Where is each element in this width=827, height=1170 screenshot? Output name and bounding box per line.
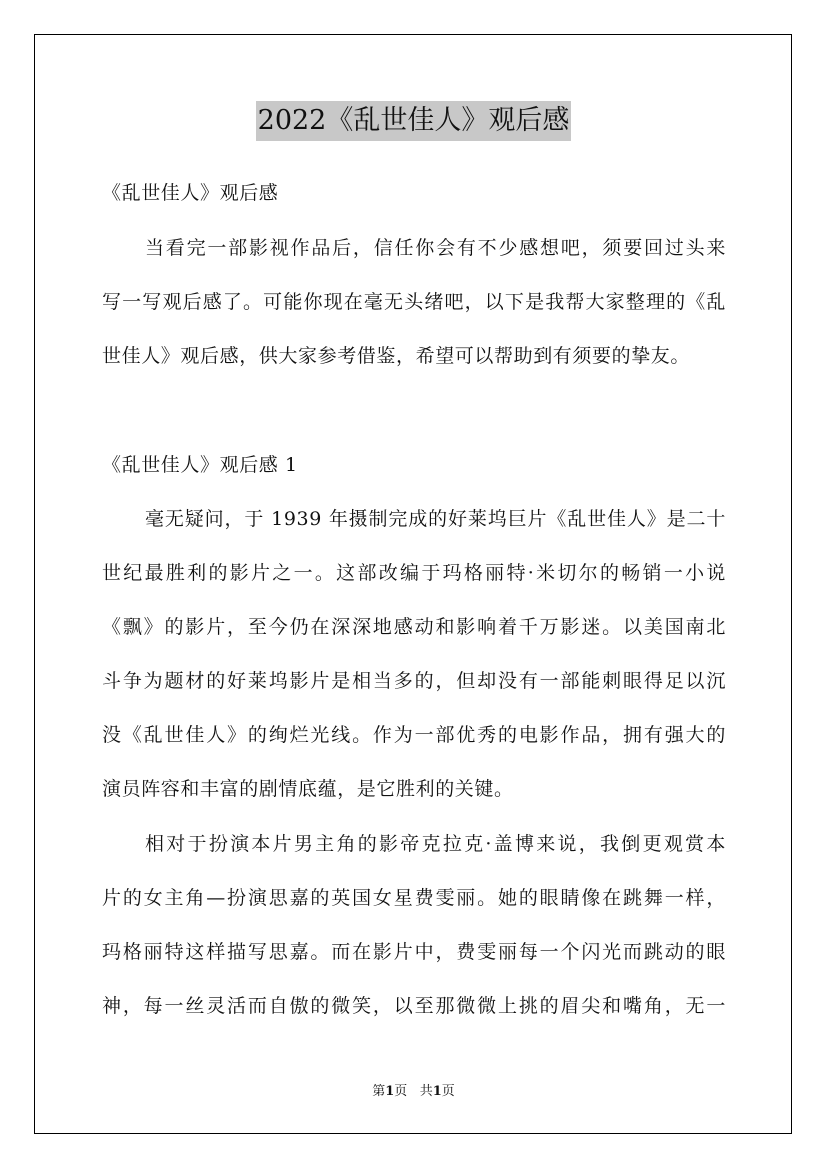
- intro-line-3: 世佳人》观后感，供大家参考借鉴，希望可以帮助到有须要的挚友。: [102, 345, 691, 367]
- para1-line-2: 世纪最胜利的影片之一。这部改编于玛格丽特·米切尔的畅销一小说: [102, 562, 726, 584]
- para1-line-3: 《飘》的影片，至今仍在深深地感动和影响着千万影迷。以美国南北: [102, 616, 726, 638]
- document-title: 2022《乱世佳人》观后感: [256, 101, 572, 141]
- intro-heading: 《乱世佳人》观后感: [102, 182, 279, 204]
- para1-line-5: 没《乱世佳人》的绚烂光线。作为一部优秀的电影作品，拥有强大的: [102, 724, 726, 746]
- page-number-prefix: 第: [372, 1084, 386, 1099]
- para1-line-6: 演员阵容和丰富的剧情底蕴，是它胜利的关键。: [102, 778, 514, 800]
- title-container: [0, 101, 827, 141]
- para2-line-3: 玛格丽特这样描写思嘉。而在影片中，费雯丽每一个闪光而跳动的眼: [102, 941, 726, 963]
- page-number: 1: [385, 1084, 395, 1099]
- para1-line-4: 斗争为题材的好莱坞影片是相当多的，但却没有一部能刺眼得足以沉: [102, 670, 726, 692]
- page-number-suffix: 页: [394, 1084, 408, 1099]
- total-pages-suffix: 页: [441, 1084, 455, 1099]
- total-pages-prefix: 共: [419, 1084, 433, 1099]
- section1-heading: 《乱世佳人》观后感 1: [102, 454, 298, 476]
- para1-line-1: 毫无疑问，于 1939 年摄制完成的好莱坞巨片《乱世佳人》是二十: [145, 508, 726, 530]
- para2-line-4: 神，每一丝灵活而自傲的微笑，以至那微微上挑的眉尖和嘴角，无一: [102, 995, 726, 1017]
- page-footer: [0, 1083, 827, 1101]
- intro-line-2: 写一写观后感了。可能你现在毫无头绪吧，以下是我帮大家整理的《乱: [102, 291, 726, 313]
- para2-line-2: 片的女主角—扮演思嘉的英国女星费雯丽。她的眼睛像在跳舞一样，: [102, 887, 726, 909]
- intro-line-1: 当看完一部影视作品后，信任你会有不少感想吧，须要回过头来: [145, 237, 726, 259]
- total-pages: 1: [432, 1084, 442, 1099]
- para2-line-1: 相对于扮演本片男主角的影帝克拉克·盖博来说，我倒更观赏本: [145, 833, 726, 855]
